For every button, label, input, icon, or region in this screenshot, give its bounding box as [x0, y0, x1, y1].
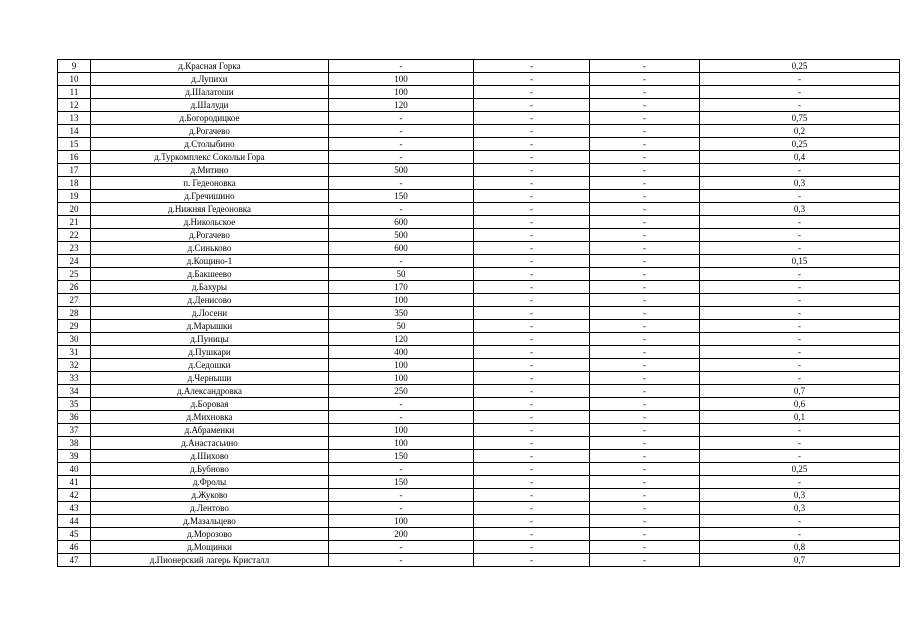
value-cell-4: - [700, 437, 900, 450]
value-cell-3: - [590, 515, 700, 528]
value-cell-4: - [700, 216, 900, 229]
value-cell-2: - [474, 385, 590, 398]
settlement-name-cell: д.Никольское [91, 216, 329, 229]
table-row [58, 73, 900, 86]
value-cell-1: 600 [329, 216, 474, 229]
value-cell-4: 0,1 [700, 411, 900, 424]
value-cell-3: - [590, 320, 700, 333]
value-cell-1: 50 [329, 320, 474, 333]
value-cell-2: - [474, 554, 590, 567]
value-cell-2: - [474, 515, 590, 528]
settlement-name-cell: д.Фролы [91, 476, 329, 489]
value-cell-3: - [590, 151, 700, 164]
value-cell-2: - [474, 73, 590, 86]
settlement-name-cell: д.Жуково [91, 489, 329, 502]
value-cell-2: - [474, 99, 590, 112]
value-cell-2: - [474, 372, 590, 385]
value-cell-4: - [700, 164, 900, 177]
value-cell-2: - [474, 294, 590, 307]
value-cell-4: - [700, 73, 900, 86]
table-row [58, 190, 900, 203]
table-row [58, 307, 900, 320]
value-cell-3: - [590, 359, 700, 372]
table-row [58, 372, 900, 385]
row-number-cell: 20 [58, 203, 91, 216]
value-cell-4: - [700, 99, 900, 112]
table-row [58, 320, 900, 333]
settlement-name-cell: д.Мазальцево [91, 515, 329, 528]
row-number-cell: 21 [58, 216, 91, 229]
value-cell-1: 100 [329, 86, 474, 99]
value-cell-4: 0,3 [700, 203, 900, 216]
value-cell-2: - [474, 255, 590, 268]
value-cell-2: - [474, 320, 590, 333]
value-cell-2: - [474, 242, 590, 255]
value-cell-3: - [590, 229, 700, 242]
value-cell-4: - [700, 450, 900, 463]
settlement-name-cell: д.Туркомплекс Сокольи Гора [91, 151, 329, 164]
settlement-name-cell: д.Лентово [91, 502, 329, 515]
settlement-name-cell: д.Лупихи [91, 73, 329, 86]
value-cell-2: - [474, 463, 590, 476]
row-number-cell: 36 [58, 411, 91, 424]
row-number-cell: 12 [58, 99, 91, 112]
value-cell-4: - [700, 229, 900, 242]
value-cell-2: - [474, 138, 590, 151]
value-cell-1: 100 [329, 515, 474, 528]
settlement-name-cell: д.Денисово [91, 294, 329, 307]
value-cell-1: 250 [329, 385, 474, 398]
value-cell-4: - [700, 320, 900, 333]
value-cell-2: - [474, 60, 590, 73]
row-number-cell: 38 [58, 437, 91, 450]
value-cell-3: - [590, 255, 700, 268]
settlement-name-cell: д.Пушкари [91, 346, 329, 359]
value-cell-3: - [590, 437, 700, 450]
settlement-name-cell: д.Черныши [91, 372, 329, 385]
settlement-name-cell: д.Морозово [91, 528, 329, 541]
value-cell-1: - [329, 411, 474, 424]
value-cell-3: - [590, 411, 700, 424]
row-number-cell: 16 [58, 151, 91, 164]
value-cell-1: - [329, 177, 474, 190]
table-row [58, 203, 900, 216]
value-cell-4: 0,6 [700, 398, 900, 411]
table-row [58, 151, 900, 164]
value-cell-2: - [474, 125, 590, 138]
row-number-cell: 27 [58, 294, 91, 307]
table-row [58, 398, 900, 411]
table-row [58, 489, 900, 502]
value-cell-2: - [474, 411, 590, 424]
value-cell-3: - [590, 372, 700, 385]
value-cell-1: - [329, 125, 474, 138]
value-cell-1: 50 [329, 268, 474, 281]
settlement-name-cell: д.Кощино-1 [91, 255, 329, 268]
value-cell-2: - [474, 450, 590, 463]
value-cell-4: 0,75 [700, 112, 900, 125]
value-cell-3: - [590, 541, 700, 554]
value-cell-1: 150 [329, 450, 474, 463]
value-cell-3: - [590, 242, 700, 255]
table-row [58, 424, 900, 437]
value-cell-1: 100 [329, 359, 474, 372]
value-cell-3: - [590, 216, 700, 229]
value-cell-3: - [590, 99, 700, 112]
row-number-cell: 11 [58, 86, 91, 99]
table-row [58, 528, 900, 541]
row-number-cell: 45 [58, 528, 91, 541]
table-row [58, 138, 900, 151]
value-cell-2: - [474, 489, 590, 502]
value-cell-2: - [474, 268, 590, 281]
row-number-cell: 35 [58, 398, 91, 411]
settlements-table [57, 59, 900, 567]
settlement-name-cell: д.Боровая [91, 398, 329, 411]
settlement-name-cell: д.Седошки [91, 359, 329, 372]
value-cell-1: 100 [329, 437, 474, 450]
settlement-name-cell: д.Бубново [91, 463, 329, 476]
value-cell-3: - [590, 138, 700, 151]
row-number-cell: 31 [58, 346, 91, 359]
settlement-name-cell: д.Рогачево [91, 229, 329, 242]
value-cell-1: - [329, 203, 474, 216]
value-cell-2: - [474, 203, 590, 216]
value-cell-4: - [700, 86, 900, 99]
table-row [58, 476, 900, 489]
value-cell-2: - [474, 281, 590, 294]
settlement-name-cell: д.Столыбино [91, 138, 329, 151]
row-number-cell: 46 [58, 541, 91, 554]
value-cell-3: - [590, 333, 700, 346]
settlement-name-cell: д.Рогачево [91, 125, 329, 138]
value-cell-4: - [700, 242, 900, 255]
value-cell-3: - [590, 450, 700, 463]
value-cell-4: - [700, 190, 900, 203]
row-number-cell: 23 [58, 242, 91, 255]
value-cell-1: 100 [329, 372, 474, 385]
value-cell-1: 120 [329, 333, 474, 346]
value-cell-4: 0,3 [700, 502, 900, 515]
value-cell-2: - [474, 112, 590, 125]
value-cell-1: - [329, 398, 474, 411]
settlement-name-cell: д.Михновка [91, 411, 329, 424]
value-cell-1: - [329, 502, 474, 515]
value-cell-3: - [590, 112, 700, 125]
value-cell-4: - [700, 346, 900, 359]
value-cell-2: - [474, 216, 590, 229]
row-number-cell: 43 [58, 502, 91, 515]
value-cell-1: - [329, 255, 474, 268]
value-cell-4: 0,25 [700, 463, 900, 476]
value-cell-1: 150 [329, 190, 474, 203]
value-cell-4: 0,4 [700, 151, 900, 164]
row-number-cell: 15 [58, 138, 91, 151]
value-cell-4: - [700, 294, 900, 307]
value-cell-2: - [474, 346, 590, 359]
settlement-name-cell: д.Александровка [91, 385, 329, 398]
table-row [58, 502, 900, 515]
table-row [58, 177, 900, 190]
value-cell-2: - [474, 307, 590, 320]
value-cell-3: - [590, 73, 700, 86]
table-row [58, 281, 900, 294]
value-cell-1: 500 [329, 164, 474, 177]
value-cell-3: - [590, 554, 700, 567]
value-cell-4: - [700, 281, 900, 294]
row-number-cell: 40 [58, 463, 91, 476]
value-cell-2: - [474, 437, 590, 450]
table-row [58, 86, 900, 99]
table-row [58, 333, 900, 346]
value-cell-1: - [329, 60, 474, 73]
row-number-cell: 33 [58, 372, 91, 385]
value-cell-2: - [474, 177, 590, 190]
value-cell-1: 120 [329, 99, 474, 112]
value-cell-2: - [474, 528, 590, 541]
table-row [58, 463, 900, 476]
value-cell-3: - [590, 281, 700, 294]
table-row [58, 515, 900, 528]
value-cell-1: - [329, 554, 474, 567]
value-cell-4: 0,3 [700, 177, 900, 190]
value-cell-1: 100 [329, 73, 474, 86]
table-row [58, 164, 900, 177]
value-cell-4: - [700, 424, 900, 437]
value-cell-2: - [474, 190, 590, 203]
value-cell-1: - [329, 463, 474, 476]
row-number-cell: 25 [58, 268, 91, 281]
table-row [58, 268, 900, 281]
value-cell-2: - [474, 502, 590, 515]
value-cell-4: 0,2 [700, 125, 900, 138]
settlement-name-cell: д.Гречишино [91, 190, 329, 203]
value-cell-3: - [590, 190, 700, 203]
value-cell-1: - [329, 151, 474, 164]
value-cell-3: - [590, 86, 700, 99]
settlement-name-cell: д.Митино [91, 164, 329, 177]
value-cell-2: - [474, 229, 590, 242]
row-number-cell: 47 [58, 554, 91, 567]
value-cell-4: - [700, 372, 900, 385]
table-row [58, 229, 900, 242]
value-cell-4: - [700, 268, 900, 281]
value-cell-3: - [590, 385, 700, 398]
value-cell-1: - [329, 541, 474, 554]
value-cell-3: - [590, 125, 700, 138]
value-cell-1: - [329, 138, 474, 151]
value-cell-4: - [700, 359, 900, 372]
value-cell-1: 100 [329, 424, 474, 437]
settlement-name-cell: д.Шалуди [91, 99, 329, 112]
row-number-cell: 44 [58, 515, 91, 528]
table-body [58, 60, 900, 567]
value-cell-4: - [700, 515, 900, 528]
row-number-cell: 42 [58, 489, 91, 502]
row-number-cell: 29 [58, 320, 91, 333]
value-cell-2: - [474, 424, 590, 437]
value-cell-3: - [590, 528, 700, 541]
value-cell-3: - [590, 502, 700, 515]
value-cell-3: - [590, 424, 700, 437]
value-cell-3: - [590, 177, 700, 190]
value-cell-4: - [700, 476, 900, 489]
row-number-cell: 14 [58, 125, 91, 138]
settlement-name-cell: д.Синьково [91, 242, 329, 255]
settlement-name-cell: д.Красная Горка [91, 60, 329, 73]
value-cell-2: - [474, 333, 590, 346]
value-cell-1: 350 [329, 307, 474, 320]
value-cell-3: - [590, 307, 700, 320]
value-cell-3: - [590, 398, 700, 411]
value-cell-3: - [590, 60, 700, 73]
table-row [58, 125, 900, 138]
value-cell-2: - [474, 164, 590, 177]
value-cell-4: 0,8 [700, 541, 900, 554]
value-cell-1: 100 [329, 294, 474, 307]
table-row [58, 346, 900, 359]
value-cell-2: - [474, 151, 590, 164]
table-row [58, 242, 900, 255]
row-number-cell: 41 [58, 476, 91, 489]
table-row [58, 554, 900, 567]
settlement-name-cell: д.Марышки [91, 320, 329, 333]
settlement-name-cell: д.Бахуры [91, 281, 329, 294]
value-cell-1: - [329, 489, 474, 502]
value-cell-2: - [474, 476, 590, 489]
row-number-cell: 19 [58, 190, 91, 203]
value-cell-2: - [474, 86, 590, 99]
settlement-name-cell: д.Бакшеево [91, 268, 329, 281]
table-row [58, 437, 900, 450]
table-row [58, 359, 900, 372]
table-row [58, 60, 900, 73]
value-cell-3: - [590, 164, 700, 177]
settlement-name-cell: д.Абраменки [91, 424, 329, 437]
value-cell-4: - [700, 333, 900, 346]
table-row [58, 255, 900, 268]
row-number-cell: 28 [58, 307, 91, 320]
value-cell-1: 400 [329, 346, 474, 359]
settlement-name-cell: п. Гедеоновка [91, 177, 329, 190]
value-cell-3: - [590, 268, 700, 281]
settlement-name-cell: д.Шалатоши [91, 86, 329, 99]
settlement-name-cell: д.Пионерский лагерь Кристалл [91, 554, 329, 567]
value-cell-4: 0,25 [700, 138, 900, 151]
row-number-cell: 39 [58, 450, 91, 463]
table-row [58, 112, 900, 125]
value-cell-3: - [590, 346, 700, 359]
row-number-cell: 34 [58, 385, 91, 398]
row-number-cell: 13 [58, 112, 91, 125]
value-cell-4: 0,15 [700, 255, 900, 268]
settlement-name-cell: д.Мощинки [91, 541, 329, 554]
table-row [58, 99, 900, 112]
row-number-cell: 30 [58, 333, 91, 346]
table-row [58, 294, 900, 307]
table-row [58, 385, 900, 398]
value-cell-1: 200 [329, 528, 474, 541]
row-number-cell: 26 [58, 281, 91, 294]
value-cell-2: - [474, 398, 590, 411]
value-cell-4: - [700, 307, 900, 320]
table-row [58, 541, 900, 554]
value-cell-4: 0,7 [700, 554, 900, 567]
row-number-cell: 10 [58, 73, 91, 86]
settlement-name-cell: д.Шихово [91, 450, 329, 463]
row-number-cell: 9 [58, 60, 91, 73]
settlement-name-cell: д.Нижняя Гедеоновка [91, 203, 329, 216]
row-number-cell: 22 [58, 229, 91, 242]
value-cell-3: - [590, 294, 700, 307]
row-number-cell: 18 [58, 177, 91, 190]
value-cell-4: 0,25 [700, 60, 900, 73]
value-cell-1: 170 [329, 281, 474, 294]
row-number-cell: 24 [58, 255, 91, 268]
settlement-name-cell: д.Анастасьино [91, 437, 329, 450]
value-cell-2: - [474, 541, 590, 554]
row-number-cell: 17 [58, 164, 91, 177]
value-cell-4: - [700, 528, 900, 541]
table-row [58, 411, 900, 424]
row-number-cell: 32 [58, 359, 91, 372]
settlement-name-cell: д.Лосени [91, 307, 329, 320]
value-cell-2: - [474, 359, 590, 372]
settlement-name-cell: д.Богородицкое [91, 112, 329, 125]
settlement-name-cell: д.Пуницы [91, 333, 329, 346]
value-cell-4: 0,7 [700, 385, 900, 398]
value-cell-3: - [590, 476, 700, 489]
value-cell-3: - [590, 489, 700, 502]
value-cell-1: - [329, 112, 474, 125]
value-cell-4: 0,3 [700, 489, 900, 502]
table-row [58, 216, 900, 229]
value-cell-1: 600 [329, 242, 474, 255]
value-cell-1: 150 [329, 476, 474, 489]
table-row [58, 450, 900, 463]
value-cell-3: - [590, 203, 700, 216]
value-cell-1: 500 [329, 229, 474, 242]
value-cell-3: - [590, 463, 700, 476]
row-number-cell: 37 [58, 424, 91, 437]
